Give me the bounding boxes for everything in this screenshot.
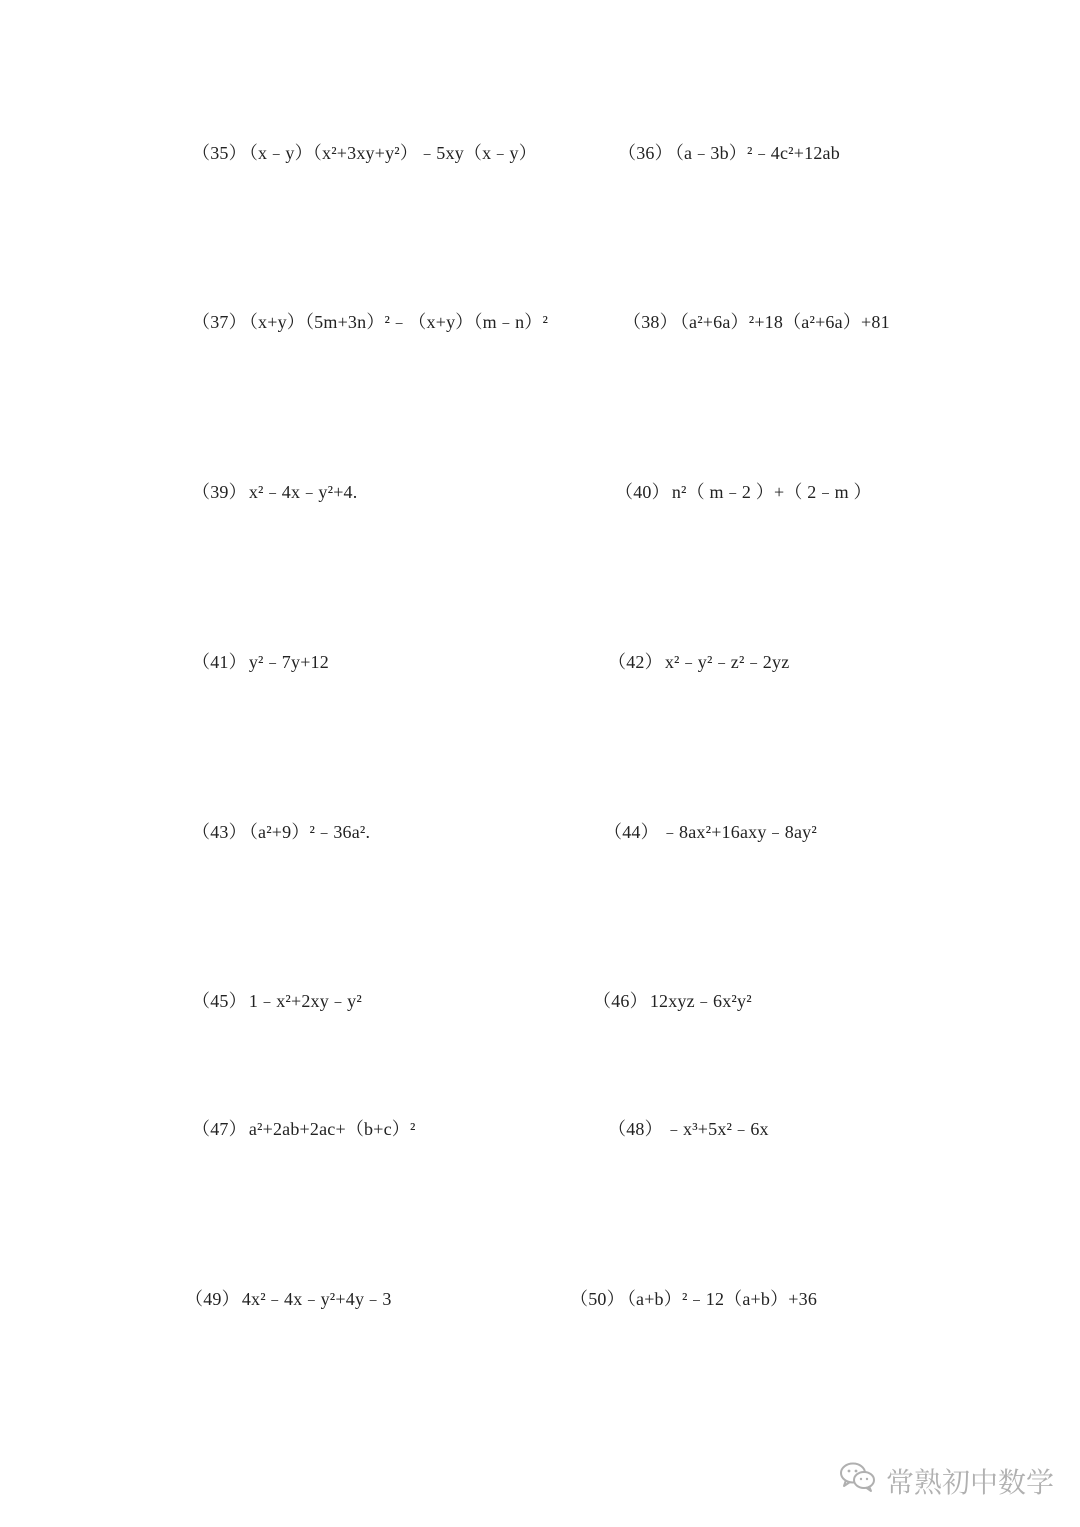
problem-expression: 4x²﹣4x﹣y²+4y﹣3 — [241, 1289, 392, 1309]
wechat-icon — [838, 1460, 886, 1501]
problem-39 — [192, 480, 357, 504]
problem-expression: a²+2ab+2ac+（b+c）² — [248, 1119, 416, 1139]
problem-38 — [623, 310, 890, 334]
problem-expression: 1﹣x²+2xy﹣y² — [248, 991, 362, 1011]
problem-45 — [192, 989, 362, 1013]
problem-number: （47） — [192, 1119, 247, 1139]
problem-expression: y²﹣7y+12 — [248, 652, 329, 672]
problem-expression: x²﹣4x﹣y²+4. — [248, 482, 358, 502]
problem-number: （35） — [192, 143, 247, 163]
problem-number: （43） — [192, 822, 247, 842]
problem-44 — [604, 820, 817, 844]
problem-number: （38） — [623, 312, 678, 332]
problem-number: （37） — [192, 312, 247, 332]
problem-expression: ﹣8ax²+16axy﹣8ay² — [660, 822, 817, 842]
problem-number: （46） — [593, 991, 648, 1011]
problem-expression: （a+b）²﹣12（a+b）+36 — [626, 1289, 818, 1309]
problem-expression: x²﹣y²﹣z²﹣2yz — [664, 652, 790, 672]
watermark — [838, 1460, 1054, 1501]
problem-expression: （a²+6a）²+18（a²+6a）+81 — [679, 312, 890, 332]
problem-expression: n²（ m﹣2 ）+（ 2﹣m ） — [671, 482, 872, 502]
problem-expression: （a﹣3b）²﹣4c²+12ab — [674, 143, 840, 163]
problem-40 — [615, 480, 872, 504]
problem-48 — [608, 1117, 769, 1141]
problem-47 — [192, 1117, 416, 1141]
problem-41 — [192, 650, 329, 674]
problem-37 — [192, 310, 548, 334]
problem-expression: （x+y）（5m+3n）²﹣（x+y）（m﹣n）² — [248, 312, 549, 332]
problem-number: （39） — [192, 482, 247, 502]
problem-36 — [618, 141, 840, 165]
problem-number: （48） — [608, 1119, 663, 1139]
problem-number: （45） — [192, 991, 247, 1011]
problem-number: （36） — [618, 143, 673, 163]
watermark-text: 常熟初中数学 — [886, 1465, 1055, 1499]
problem-expression: （a²+9）²﹣36a². — [248, 822, 371, 842]
problem-number: （44） — [604, 822, 659, 842]
problem-expression: 12xyz﹣6x²y² — [649, 991, 752, 1011]
problem-number: （42） — [608, 652, 663, 672]
problem-46 — [593, 989, 752, 1013]
problem-50 — [570, 1287, 817, 1311]
problem-49 — [185, 1287, 392, 1311]
problem-number: （40） — [615, 482, 670, 502]
problem-number: （50） — [570, 1289, 625, 1309]
problem-expression: ﹣x³+5x²﹣6x — [664, 1119, 769, 1139]
problem-expression: （x﹣y）（x²+3xy+y²）﹣5xy（x﹣y） — [248, 143, 537, 163]
problem-number: （41） — [192, 652, 247, 672]
problem-43 — [192, 820, 370, 844]
problem-35 — [192, 141, 537, 165]
problem-number: （49） — [185, 1289, 240, 1309]
problem-42 — [608, 650, 789, 674]
